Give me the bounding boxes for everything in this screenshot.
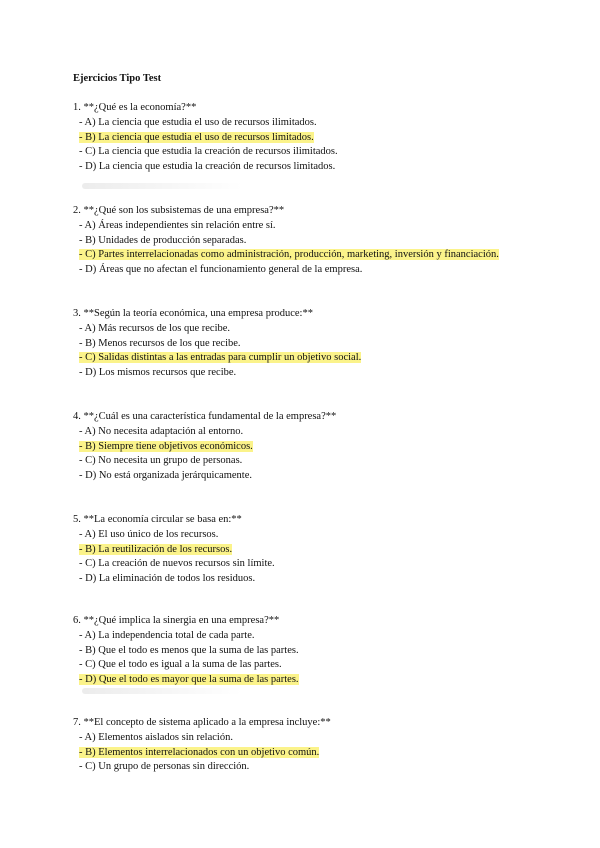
option-d: - D) Que el todo es mayor que la suma de las partes. bbox=[79, 674, 299, 686]
question-text: 3. **Según la teoría económica, una empresa produce:** bbox=[73, 308, 313, 319]
scan-smudge bbox=[82, 688, 242, 694]
option-d: - D) Los mismos recursos que recibe. bbox=[79, 367, 237, 379]
option-a: - A) Elementos aislados sin relación. bbox=[79, 731, 233, 743]
question-text: 5. **La economía circular se basa en:** bbox=[73, 514, 242, 525]
option-c: - C) No necesita un grupo de personas. bbox=[79, 455, 243, 467]
question-6 bbox=[73, 614, 573, 688]
option-a: - A) No necesita adaptación al entorno. bbox=[79, 425, 244, 437]
option-c: - C) Partes interrelacionadas como administración, producción, marketing, inversión y financiación. bbox=[79, 249, 499, 261]
question-text: 6. **¿Qué implica la sinergia en una empresa?** bbox=[73, 615, 280, 626]
document-title: Ejercicios Tipo Test bbox=[73, 73, 162, 84]
option-b: - B) La reutilización de los recursos. bbox=[79, 543, 233, 555]
option-c: - C) La ciencia que estudia la creación de recursos ilimitados. bbox=[79, 146, 338, 158]
option-b: - B) Unidades de producción separadas. bbox=[79, 234, 247, 246]
option-c: - C) Un grupo de personas sin dirección. bbox=[79, 761, 250, 773]
option-b: - B) Elementos interrelacionados con un objetivo común. bbox=[79, 746, 320, 758]
option-a: - A) Áreas independientes sin relación entre sí. bbox=[79, 219, 276, 231]
option-b: - B) Siempre tiene objetivos económicos. bbox=[79, 440, 253, 452]
option-a: - A) La independencia total de cada parte. bbox=[79, 629, 255, 641]
question-4 bbox=[73, 410, 573, 484]
option-a: - A) El uso único de los recursos. bbox=[79, 528, 219, 540]
question-text: 1. **¿Qué es la economía?** bbox=[73, 102, 197, 113]
question-2 bbox=[73, 204, 573, 278]
option-c: - C) Salidas distintas a las entradas para cumplir un objetivo social. bbox=[79, 352, 362, 364]
question-5 bbox=[73, 513, 573, 587]
option-b: - B) Menos recursos de los que recibe. bbox=[79, 337, 241, 349]
question-text: 4. **¿Cuál es una característica fundamental de la empresa?** bbox=[73, 411, 337, 422]
question-7 bbox=[73, 716, 573, 775]
option-a: - A) Más recursos de los que recibe. bbox=[79, 322, 231, 334]
question-3 bbox=[73, 307, 573, 381]
option-d: - D) No está organizada jerárquicamente. bbox=[79, 470, 252, 482]
scan-smudge bbox=[82, 183, 242, 189]
option-c: - C) La creación de nuevos recursos sin límite. bbox=[79, 558, 275, 570]
option-c: - C) Que el todo es igual a la suma de las partes. bbox=[79, 659, 282, 671]
question-text: 2. **¿Qué son los subsistemas de una empresa?** bbox=[73, 205, 285, 216]
option-d: - D) La ciencia que estudia la creación de recursos limitados. bbox=[79, 161, 336, 173]
option-a: - A) La ciencia que estudia el uso de recursos ilimitados. bbox=[79, 116, 317, 128]
option-b: - B) Que el todo es menos que la suma de las partes. bbox=[79, 644, 299, 656]
question-1 bbox=[73, 101, 573, 175]
option-d: - D) La eliminación de todos los residuos. bbox=[79, 573, 256, 585]
question-text: 7. **El concepto de sistema aplicado a la empresa incluye:** bbox=[73, 717, 331, 728]
option-d: - D) Áreas que no afectan el funcionamiento general de la empresa. bbox=[79, 264, 363, 276]
option-b: - B) La ciencia que estudia el uso de recursos limitados. bbox=[79, 131, 314, 143]
